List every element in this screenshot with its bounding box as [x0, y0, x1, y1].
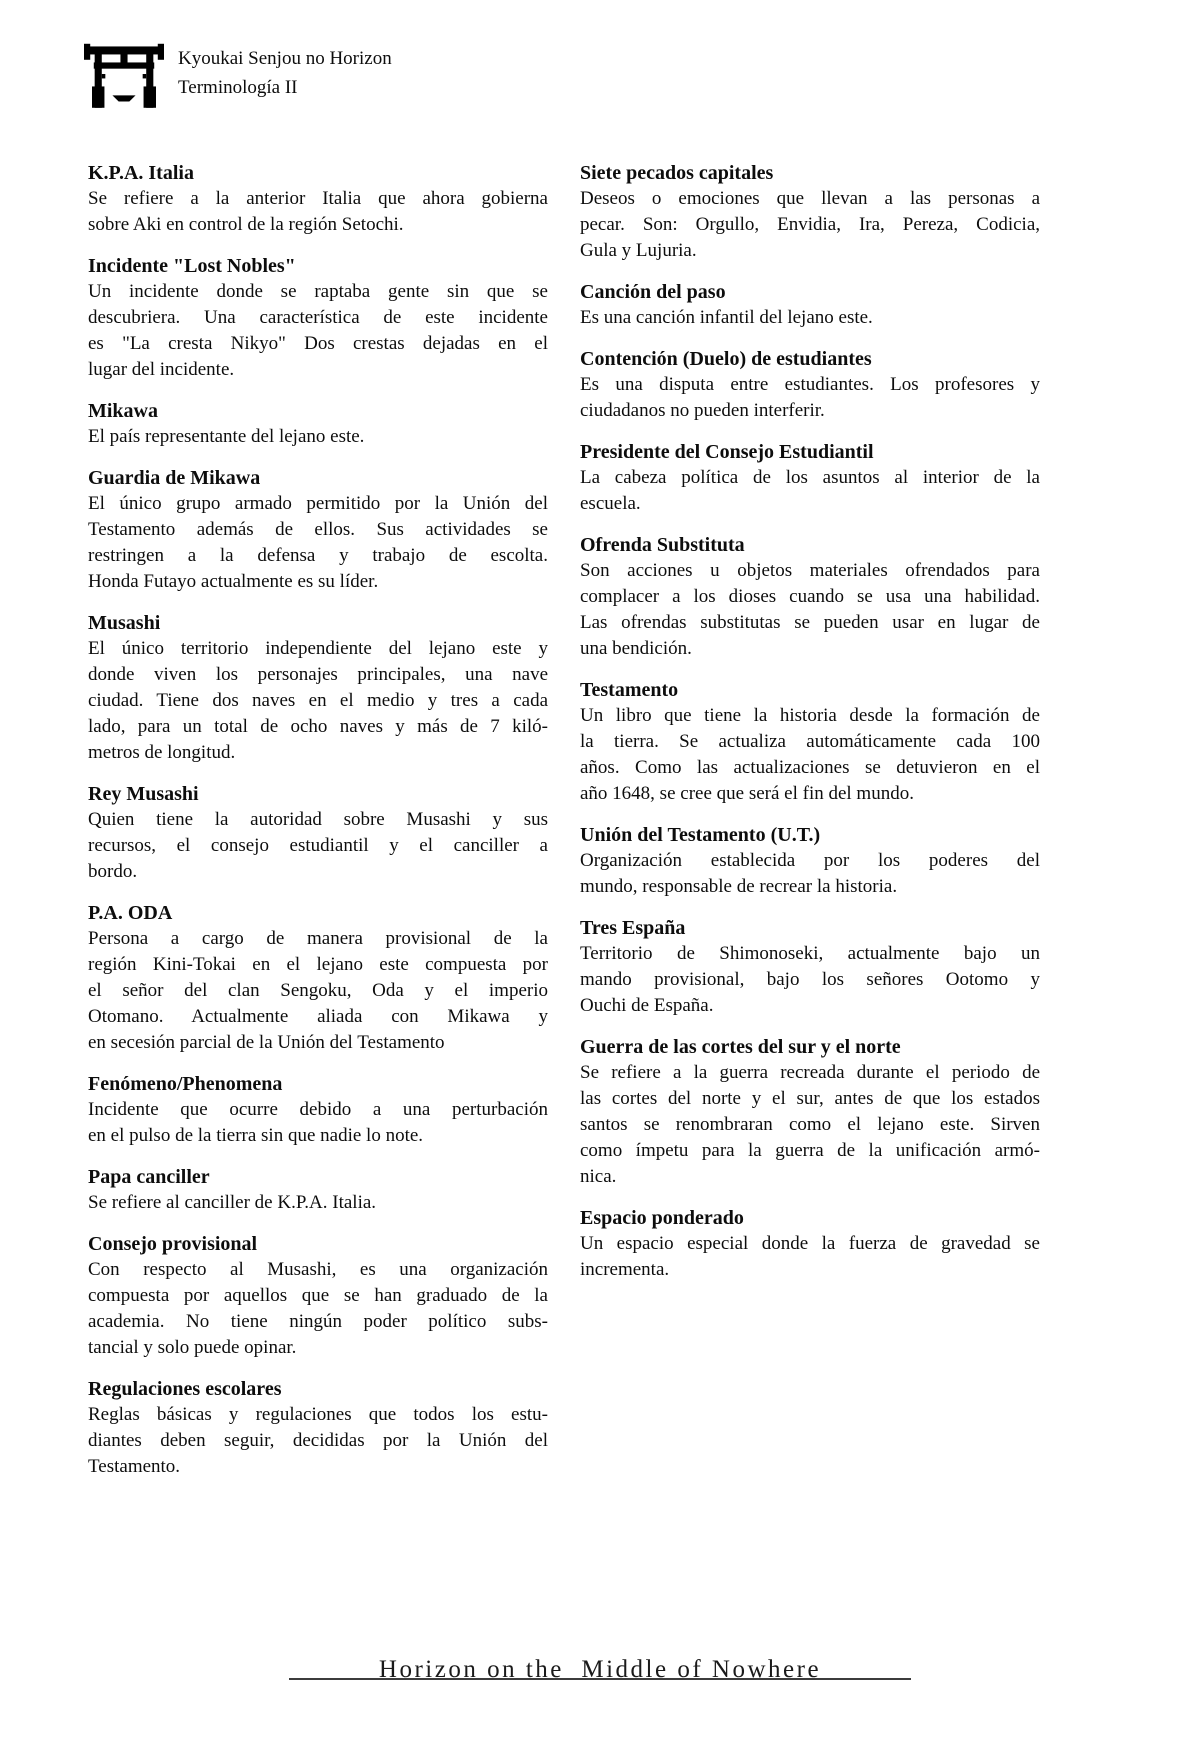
term-definition-line: Son acciones u objetos materiales ofrendados para — [580, 560, 1040, 581]
term-definition-line: mundo, responsable de recrear la historia. — [580, 876, 898, 897]
term-definition-line: donde viven los personajes principales, una nave — [88, 664, 548, 685]
term-entry — [88, 465, 548, 595]
term-definition-line: Testamento además de ellos. Sus actividades se — [88, 519, 548, 540]
term-definition-line: Gula y Lujuria. — [580, 240, 697, 261]
term-definition-line: Incidente que ocurre debido a una perturbación — [88, 1099, 548, 1120]
term-definition-line: compuesta por aquellos que se han graduado de la — [88, 1285, 548, 1306]
term-entry — [88, 160, 548, 238]
term-entry — [88, 1231, 548, 1361]
term-entry — [580, 346, 1040, 424]
term-definition-line: diantes deben seguir, decididas por la Unión del — [88, 1430, 548, 1451]
term-definition-line: Organización establecida por los poderes del — [580, 850, 1040, 871]
term-definition-line: Persona a cargo de manera provisional de la — [88, 928, 548, 949]
term-definition-line: restringen a la defensa y trabajo de escolta. — [88, 545, 548, 566]
term-definition-line: Honda Futayo actualmente es su líder. — [88, 571, 379, 592]
term-entry — [580, 279, 1040, 331]
header-titles — [178, 38, 392, 102]
term-definition-line: recursos, el consejo estudiantil y el canciller a — [88, 835, 548, 856]
term-definition-line: tancial y solo puede opinar. — [88, 1337, 297, 1358]
term-heading: Contención (Duelo) de estudiantes — [580, 348, 872, 370]
term-definition-line: años. Como las actualizaciones se detuvieron en el — [580, 757, 1040, 778]
term-entry — [580, 532, 1040, 662]
term-heading: Papa canciller — [88, 1166, 210, 1188]
term-definition-line: El único grupo armado permitido por la Unión del — [88, 493, 548, 514]
term-definition-line: en el pulso de la tierra sin que nadie lo note. — [88, 1125, 424, 1146]
term-heading: Presidente del Consejo Estudiantil — [580, 441, 874, 463]
term-definition-line: mando provisional, bajo los señores Ootomo y — [580, 969, 1040, 990]
term-entry — [580, 915, 1040, 1019]
glossary-column-right — [580, 160, 1040, 1495]
term-heading: Guerra de las cortes del sur y el norte — [580, 1036, 901, 1058]
torii-gate-logo-icon — [84, 38, 164, 110]
term-entry — [88, 398, 548, 450]
series-title: Kyoukai Senjou no Horizon — [178, 48, 392, 69]
term-definition-line: ciudad. Tiene dos naves en el medio y tres a cada — [88, 690, 548, 711]
term-definition-line: la tierra. Se actualiza automáticamente cada 100 — [580, 731, 1040, 752]
term-definition-line: El país representante del lejano este. — [88, 426, 365, 447]
term-definition-line: nica. — [580, 1166, 617, 1187]
term-definition-line: Se refiere a la anterior Italia que ahora gobierna — [88, 188, 548, 209]
term-definition-line: Otomano. Actualmente aliada con Mikawa y — [88, 1006, 548, 1027]
term-definition-line: Ouchi de España. — [580, 995, 714, 1016]
term-definition-line: El único territorio independiente del lejano este y — [88, 638, 548, 659]
term-definition-line: ciudadanos no pueden interferir. — [580, 400, 825, 421]
page-header — [84, 38, 392, 110]
term-definition-line: Se refiere al canciller de K.P.A. Italia. — [88, 1192, 377, 1213]
term-entry — [88, 610, 548, 766]
term-definition-line: es "La cresta Nikyo" Dos crestas dejadas en el — [88, 333, 548, 354]
glossary-column-left — [88, 160, 548, 1495]
term-entry — [88, 253, 548, 383]
term-definition-line: academia. No tiene ningún poder político subs- — [88, 1311, 548, 1332]
term-definition-line: Quien tiene la autoridad sobre Musashi y sus — [88, 809, 548, 830]
term-definition-line: Reglas básicas y regulaciones que todos los estu- — [88, 1404, 548, 1425]
term-entry — [580, 677, 1040, 807]
term-definition-line: Deseos o emociones que llevan a las personas a — [580, 188, 1040, 209]
term-entry — [580, 160, 1040, 264]
footer-series-title: Horizon on the Middle of Nowhere — [378, 1656, 822, 1683]
glossary-columns — [88, 160, 1040, 1495]
term-definition-line: Un espacio especial donde la fuerza de gravedad se — [580, 1233, 1040, 1254]
term-heading: Siete pecados capitales — [580, 162, 774, 184]
term-entry — [580, 1034, 1040, 1190]
term-definition-line: lugar del incidente. — [88, 359, 235, 380]
term-definition-line: santos se renombraran como el lejano este. Sirven — [580, 1114, 1040, 1135]
term-definition-line: bordo. — [88, 861, 138, 882]
term-definition-line: Un libro que tiene la historia desde la formación de — [580, 705, 1040, 726]
term-entry — [88, 900, 548, 1056]
term-heading: Regulaciones escolares — [88, 1378, 282, 1400]
term-definition-line: complacer a los dioses cuando se usa una habilidad. — [580, 586, 1040, 607]
term-definition-line: escuela. — [580, 493, 641, 514]
term-definition-line: Con respecto al Musashi, es una organización — [88, 1259, 548, 1280]
term-definition-line: lado, para un total de ocho naves y más de 7 kiló- — [88, 716, 548, 737]
term-heading: Mikawa — [88, 400, 158, 422]
page-footer — [0, 1642, 1200, 1683]
term-heading: Fenómeno/Phenomena — [88, 1073, 283, 1095]
term-definition-line: sobre Aki en control de la región Setochi. — [88, 214, 404, 235]
term-heading: Ofrenda Substituta — [580, 534, 745, 556]
term-definition-line: año 1648, se cree que será el fin del mundo. — [580, 783, 914, 804]
term-heading: Consejo provisional — [88, 1233, 258, 1255]
term-definition-line: el señor del clan Sengoku, Oda y el imperio — [88, 980, 548, 1001]
term-heading: K.P.A. Italia — [88, 162, 194, 184]
term-definition-line: Territorio de Shimonoseki, actualmente bajo un — [580, 943, 1040, 964]
term-definition-line: descubriera. Una característica de este incidente — [88, 307, 548, 328]
term-heading: Musashi — [88, 612, 161, 634]
term-entry — [580, 1205, 1040, 1283]
term-heading: Tres España — [580, 917, 686, 939]
term-heading: Canción del paso — [580, 281, 726, 303]
footer-rule — [289, 1642, 911, 1683]
term-entry — [580, 439, 1040, 517]
term-heading: Espacio ponderado — [580, 1207, 744, 1229]
term-definition-line: Testamento. — [88, 1456, 181, 1477]
term-definition-line: las cortes del norte y el sur, antes de que los estados — [580, 1088, 1040, 1109]
term-definition-line: Es una disputa entre estudiantes. Los profesores y — [580, 374, 1040, 395]
term-entry — [88, 1376, 548, 1480]
term-definition-line: Un incidente donde se raptaba gente sin que se — [88, 281, 548, 302]
term-heading: Unión del Testamento (U.T.) — [580, 824, 821, 846]
term-definition-line: La cabeza política de los asuntos al interior de la — [580, 467, 1040, 488]
term-entry — [88, 1164, 548, 1216]
term-heading: Guardia de Mikawa — [88, 467, 261, 489]
term-definition-line: una bendición. — [580, 638, 692, 659]
term-heading: Testamento — [580, 679, 679, 701]
term-definition-line: región Kini-Tokai en el lejano este compuesta por — [88, 954, 548, 975]
term-definition-line: en secesión parcial de la Unión del Testamento — [88, 1032, 445, 1053]
term-definition-line: pecar. Son: Orgullo, Envidia, Ira, Pereza, Codicia, — [580, 214, 1040, 235]
term-heading: P.A. ODA — [88, 902, 173, 924]
term-definition-line: Es una canción infantil del lejano este. — [580, 307, 873, 328]
term-heading: Incidente "Lost Nobles" — [88, 255, 296, 277]
term-entry — [580, 822, 1040, 900]
term-entry — [88, 781, 548, 885]
term-entry — [88, 1071, 548, 1149]
term-definition-line: metros de longitud. — [88, 742, 236, 763]
term-definition-line: incrementa. — [580, 1259, 670, 1280]
term-definition-line: Las ofrendas substitutas se pueden usar en lugar de — [580, 612, 1040, 633]
page-subtitle: Terminología II — [178, 77, 298, 98]
term-definition-line: Se refiere a la guerra recreada durante el periodo de — [580, 1062, 1040, 1083]
term-heading: Rey Musashi — [88, 783, 199, 805]
term-definition-line: como ímpetu para la guerra de la unificación armó- — [580, 1140, 1040, 1161]
